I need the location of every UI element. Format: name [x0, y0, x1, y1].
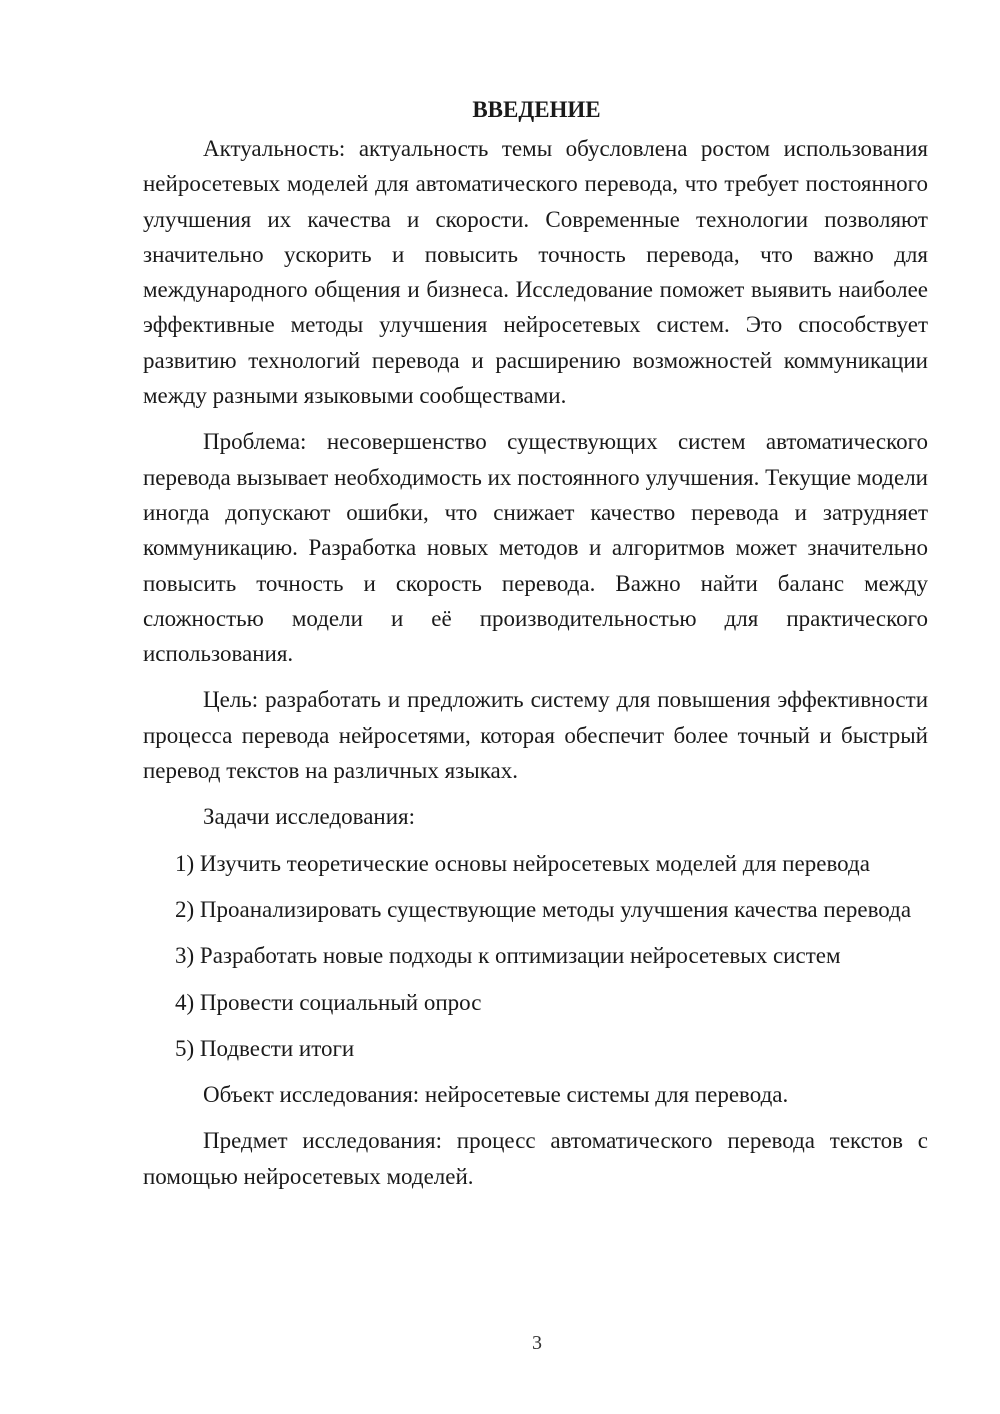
task-item: 5) Подвести итоги: [175, 1035, 355, 1061]
page-number: 3: [532, 1332, 542, 1354]
relevance-paragraph: Актуальность: актуальность темы обусловлена ростом использования нейросетевых моделей для автоматического перевода, что требует постоянного улучшения их качества и скорости. Современные технологии позволяют значительно ускорить и повысить точность перевода, что важно для международного общения и бизнеса. Исследование поможет выявить наиболее эффективные методы улучшения нейросетевых систем. Это способствует развитию технологий перевода и расширению возможностей коммуникации между разными языковыми сообществами.: [143, 136, 928, 409]
task-item: 1) Изучить теоретические основы нейросетевых моделей для перевода: [175, 850, 870, 876]
subject-paragraph: Предмет исследования: процесс автоматического перевода текстов с помощью нейросетевых моделей.: [143, 1128, 928, 1189]
goal-paragraph: Цель: разработать и предложить систему для повышения эффективности процесса перевода нейросетями, которая обеспечит более точный и быстрый перевод текстов на различных языках.: [143, 687, 928, 784]
task-item: 3) Разработать новые подходы к оптимизации нейросетевых систем: [175, 943, 841, 969]
tasks-list: [143, 846, 928, 1066]
document-page: [143, 92, 928, 1194]
object-paragraph: Объект исследования: нейросетевые системы для перевода.: [203, 1082, 789, 1108]
task-item: 4) Провести социальный опрос: [175, 989, 482, 1015]
section-heading: ВВЕДЕНИЕ: [472, 97, 601, 122]
task-item: 2) Проанализировать существующие методы улучшения качества перевода: [175, 896, 912, 922]
tasks-title: Задачи исследования:: [203, 804, 416, 830]
problem-paragraph: Проблема: несовершенство существующих систем автоматического перевода вызывает необходимость их постоянного улучшения. Текущие модели иногда допускают ошибки, что снижает качество перевода и затрудняет коммуникацию. Разработка новых методов и алгоритмов может значительно повысить точность и скорость перевода. Важно найти баланс между сложностью модели и её производительностью для практического использования.: [143, 429, 928, 667]
